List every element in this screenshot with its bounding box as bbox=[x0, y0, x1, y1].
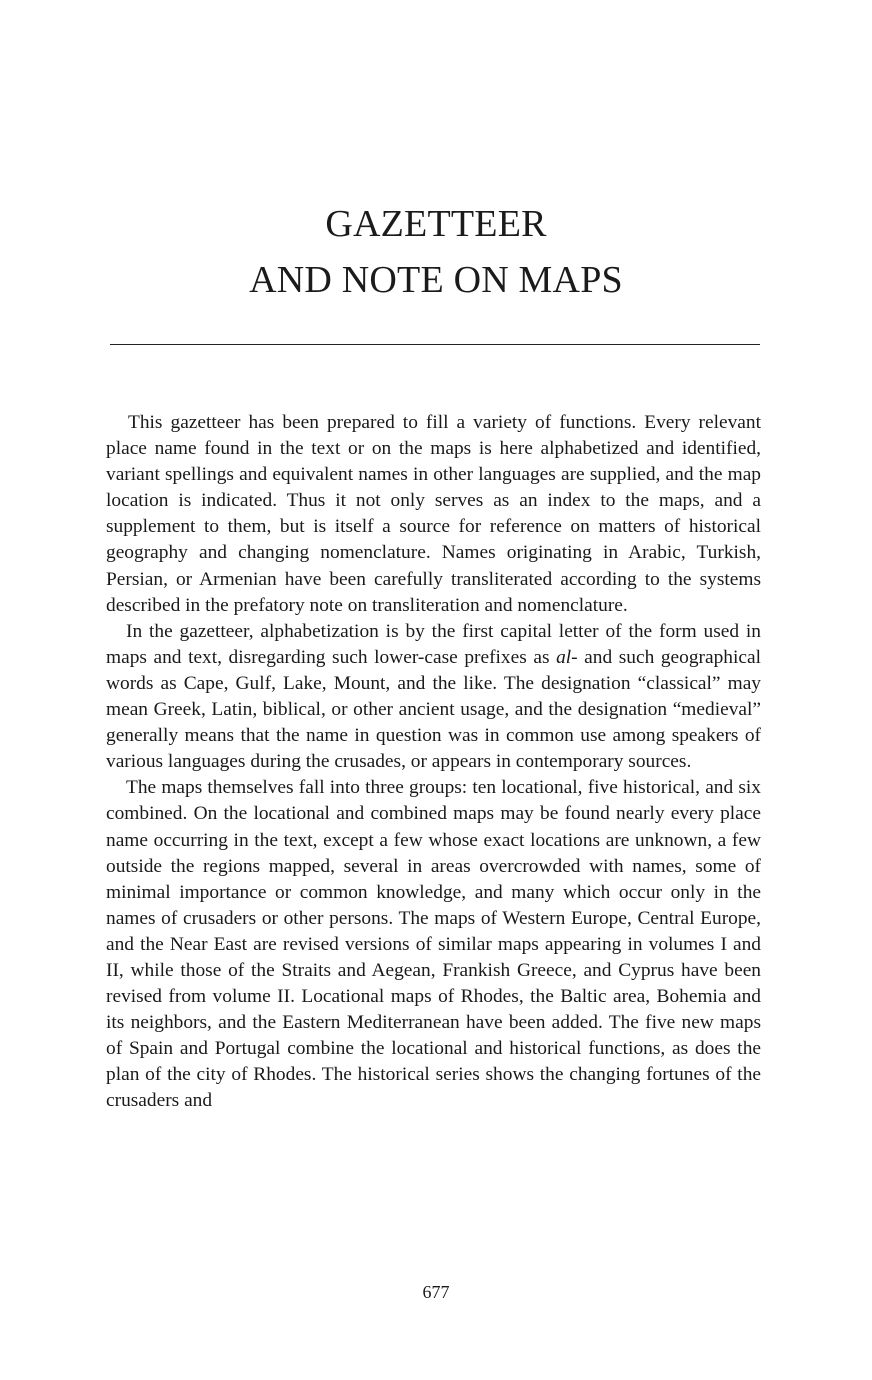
title-line-2: AND NOTE ON MAPS bbox=[249, 259, 623, 301]
paragraph-2-end: and such geographical words as Cape, Gulf, Lake, Mount, and the like. The designation “classical” may mean Greek, Latin, biblical, or other ancient usage, and the designation “medieval” generally means that the name in question was in common use among speakers of various languages during the crusades, or appears in contemporary sources. bbox=[106, 646, 761, 773]
page-number: 677 bbox=[422, 1282, 450, 1302]
body-text bbox=[106, 410, 761, 1115]
paragraph-1: This gazetteer has been prepared to fill a variety of functions. Every relevant place name found in the text or on the maps is here alphabetized and identified, variant spellings and equivalent names in other languages are supplied, and the map location is indicated. Thus it not only serves as an index to the maps, and a supplement to them, but is itself a source for reference on matters of historical geography and changing nomenclature. Names originating in Arabic, Turkish, Persian, or Armenian have been carefully transliterated according to the systems described in the prefatory note on transliteration and nomenclature. bbox=[106, 412, 761, 616]
paragraph-3: The maps themselves fall into three groups: ten locational, five historical, and six combined. On the locational and combined maps may be found nearly every place name occurring in the text, except a few whose exact locations are unknown, a few outside the regions mapped, several in areas overcrowded with names, some of minimal importance or common knowledge, and many which occur only in the names of crusaders or other persons. The maps of Western Europe, Central Europe, and the Near East are revised versions of similar maps appearing in volumes I and II, while those of the Straits and Aegean, Frankish Greece, and Cyprus have been revised from volume II. Locational maps of Rhodes, the Baltic area, Bohemia and its neighbors, and the Eastern Mediterranean have been added. The five new maps of Spain and Portugal combine the locational and historical functions, as does the plan of the city of Rhodes. The historical series shows the changing fortunes of the crusaders and bbox=[106, 777, 761, 1112]
title-line-1: GAZETTEER bbox=[325, 203, 547, 245]
title-divider-rule bbox=[110, 344, 760, 345]
chapter-title bbox=[0, 196, 872, 308]
paragraph-2 bbox=[106, 619, 761, 776]
italic-prefix-al: al- bbox=[556, 646, 578, 668]
paragraph-2-start: In the gazetteer, alphabetization is by the first capital letter of the form used in maps and text, disregarding such lower-case prefixes as bbox=[106, 620, 761, 668]
